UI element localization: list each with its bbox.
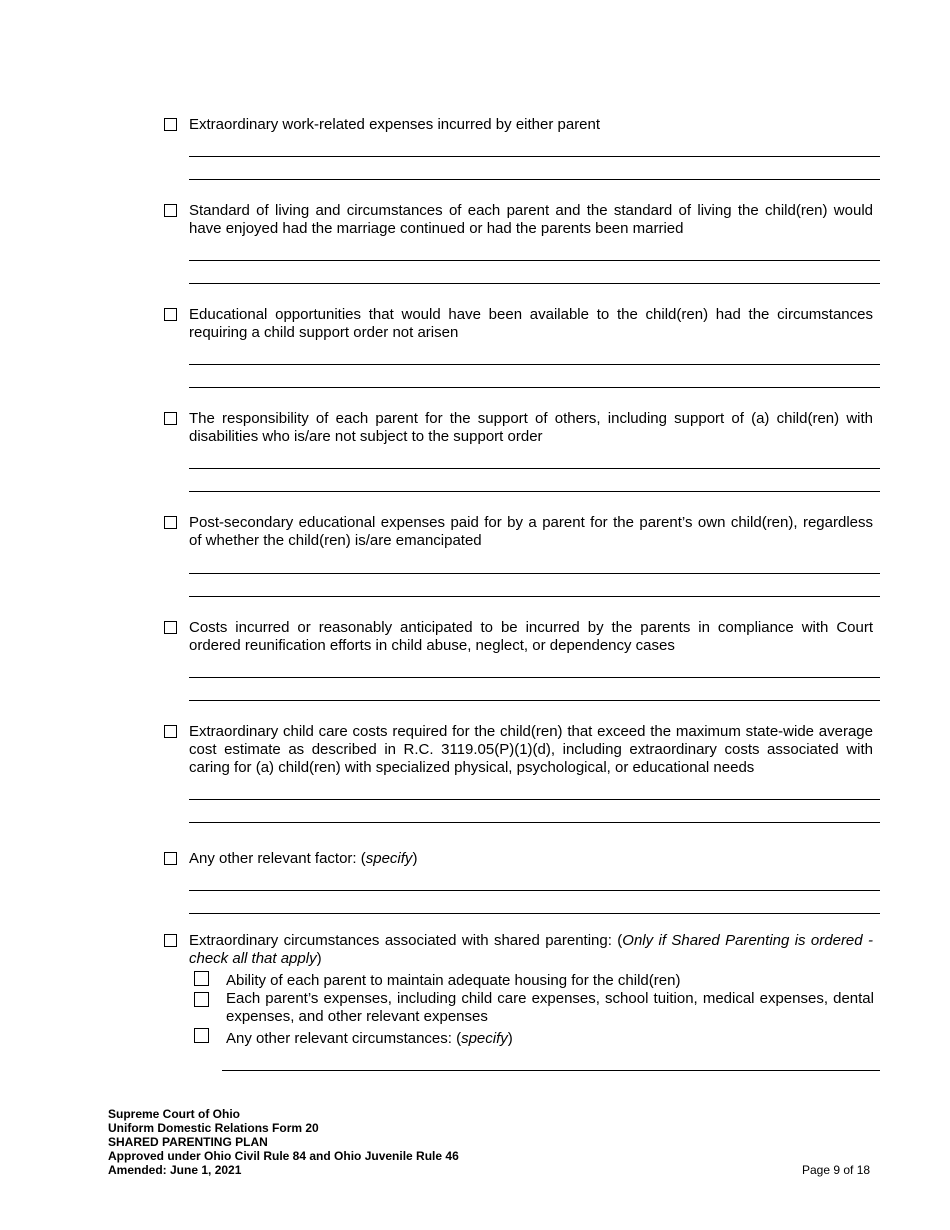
checkbox[interactable] [194, 971, 209, 986]
page-number: Page 9 of 18 [802, 1163, 871, 1177]
label-suffix: ) [507, 1030, 513, 1047]
checkbox[interactable] [164, 516, 177, 529]
label-prefix: Extraordinary circumstances associated with shared parenting: ( [189, 932, 623, 949]
factor-label: Costs incurred or reasonably anticipated to be incurred by the parents in compliance with Court ordered reunification efforts in child abuse, neglect, or dependency cases [189, 619, 873, 654]
label-italic: specify [365, 850, 413, 867]
answer-line[interactable] [189, 491, 880, 492]
answer-line[interactable] [189, 260, 880, 261]
footer-court: Supreme Court of Ohio [108, 1107, 240, 1121]
answer-line[interactable] [189, 596, 880, 597]
checkbox[interactable] [164, 308, 177, 321]
factor-label [189, 932, 873, 968]
answer-line[interactable] [189, 822, 880, 823]
footer-amended: Amended: June 1, 2021 [108, 1163, 242, 1177]
label-italic: Only if Shared Parenting is ordered - check all that apply [189, 932, 873, 967]
label-suffix: ) [316, 950, 322, 967]
checkbox[interactable] [194, 1028, 209, 1043]
answer-line[interactable] [189, 799, 880, 800]
answer-line[interactable] [189, 283, 880, 284]
footer-form-number: Uniform Domestic Relations Form 20 [108, 1121, 319, 1135]
label-prefix: Any other relevant factor: ( [189, 850, 366, 867]
label-italic: specify [461, 1030, 508, 1047]
answer-line[interactable] [222, 1070, 880, 1071]
sub-item-label [226, 1030, 874, 1048]
answer-line[interactable] [189, 468, 880, 469]
sub-item-label: Each parent’s expenses, including child care expenses, school tuition, medical expenses, dental expenses, and other relevant expenses [226, 990, 874, 1025]
sub-item-label: Ability of each parent to maintain adequate housing for the child(ren) [226, 972, 681, 989]
checkbox[interactable] [164, 934, 177, 947]
answer-line[interactable] [189, 364, 880, 365]
factor-label: Post-secondary educational expenses paid for by a parent for the parent’s own child(ren), regardless of whether the child(ren) is/are emancipated [189, 514, 873, 549]
form-footer [108, 1107, 459, 1177]
answer-line[interactable] [189, 890, 880, 891]
label-prefix: Any other relevant circumstances: ( [226, 1030, 462, 1047]
answer-line[interactable] [189, 387, 880, 388]
answer-line[interactable] [189, 156, 880, 157]
factor-label: Extraordinary work-related expenses incurred by either parent [189, 116, 601, 133]
checkbox[interactable] [164, 204, 177, 217]
factor-label: The responsibility of each parent for the support of others, including support of (a) child(ren) with disabilities who is/are not subject to the support order [189, 410, 873, 445]
answer-line[interactable] [189, 700, 880, 701]
footer-approval: Approved under Ohio Civil Rule 84 and Ohio Juvenile Rule 46 [108, 1149, 459, 1163]
label-suffix: ) [412, 850, 418, 867]
checkbox[interactable] [164, 621, 177, 634]
factor-label: Standard of living and circumstances of each parent and the standard of living the child(ren) would have enjoyed had the marriage continued or had the parents been married [189, 202, 873, 237]
checkbox[interactable] [164, 118, 177, 131]
checkbox[interactable] [164, 725, 177, 738]
answer-line[interactable] [189, 179, 880, 180]
factor-label [189, 850, 873, 868]
factor-label: Educational opportunities that would have been available to the child(ren) had the circumstances requiring a child support order not arisen [189, 306, 873, 341]
factor-label: Extraordinary child care costs required for the child(ren) that exceed the maximum state-wide average cost estimate as described in R.C. 3119.05(P)(1)(d), including extraordinary costs associated with caring for (a) child(ren) with specialized physical, psychological, or educational needs [189, 723, 873, 776]
footer-form-title: SHARED PARENTING PLAN [108, 1135, 268, 1149]
answer-line[interactable] [189, 913, 880, 914]
checkbox[interactable] [194, 992, 209, 1007]
checkbox[interactable] [164, 412, 177, 425]
checkbox[interactable] [164, 852, 177, 865]
answer-line[interactable] [189, 573, 880, 574]
answer-line[interactable] [189, 677, 880, 678]
